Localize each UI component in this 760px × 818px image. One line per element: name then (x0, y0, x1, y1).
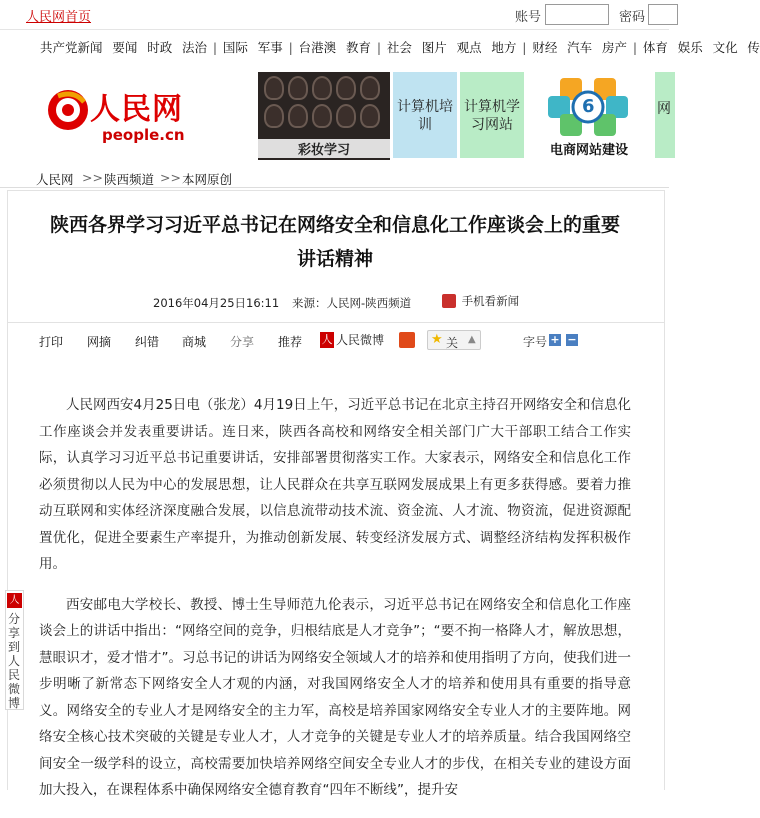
article-toolbar (0, 330, 669, 352)
breadcrumb-item-original[interactable]: 本网原创 (182, 172, 233, 187)
article-title-line: 陕西各界学习习近平总书记在网络安全和信息化工作座谈会上的重要 (49, 214, 620, 236)
follow-label: 关 (446, 336, 459, 350)
nav-item-world[interactable]: 国际 (222, 40, 248, 55)
nav-separator: | (212, 40, 218, 55)
password-label: 密码 (619, 10, 646, 25)
top-bar (0, 0, 669, 30)
ad-computer-training[interactable]: 计算机培训 (393, 72, 457, 158)
mobile-news-link[interactable] (442, 293, 519, 309)
article-title (20, 208, 650, 276)
nav-item-headlines[interactable]: 要闻 (112, 40, 138, 55)
breadcrumb-separator: >> (160, 170, 181, 185)
breadcrumb (0, 166, 669, 188)
logo-site: people.cn (102, 126, 185, 144)
nav-item-culture[interactable]: 文化 (712, 40, 738, 55)
hairstyle-photo (336, 104, 356, 128)
password-input[interactable] (648, 4, 678, 25)
logo-mark-icon (44, 86, 92, 132)
mobile-news-label: 手机看新闻 (461, 294, 520, 308)
nav-item-finance[interactable]: 财经 (532, 40, 558, 55)
rss-icon[interactable] (399, 332, 415, 348)
hairstyle-photo (288, 76, 308, 100)
ad-ecommerce-label: 电商网站建设 (549, 143, 628, 158)
banner (0, 70, 669, 162)
nav-item-realestate[interactable]: 房产 (602, 40, 628, 55)
ad-edge[interactable]: 网 (655, 72, 675, 158)
hairstyle-photo (360, 104, 380, 128)
ad-makeup-label: 彩妆学习 (258, 139, 390, 158)
nav-item-taiwan-hk-macau[interactable]: 台港澳 (298, 40, 337, 55)
digest-button[interactable]: 网摘 (87, 335, 112, 349)
mobile-news-icon (442, 294, 456, 308)
hairstyle-photo (312, 76, 332, 100)
hairstyle-photo (360, 76, 380, 100)
ad-makeup[interactable] (258, 72, 390, 160)
font-decrease-button[interactable]: − (567, 333, 577, 346)
account-input[interactable] (545, 4, 609, 25)
ad-computer-site[interactable]: 计算机学习网站 (460, 72, 524, 158)
weibo-button[interactable] (320, 331, 384, 348)
follow-button[interactable] (427, 330, 481, 350)
article-date: 2016年04月25日16:11 (153, 296, 280, 310)
nav-item-auto[interactable]: 汽车 (567, 40, 593, 55)
article-source: 来源：人民网-陕西频道 (292, 296, 412, 310)
breadcrumb-item-shaanxi[interactable]: 陕西频道 (104, 172, 155, 187)
side-share-weibo[interactable] (5, 590, 24, 710)
print-button[interactable]: 打印 (39, 335, 64, 349)
nav-separator: | (522, 40, 527, 55)
nav-separator: | (376, 40, 382, 55)
article-body (39, 392, 631, 818)
logo-name: 人民网 (90, 92, 183, 127)
channel-nav (0, 38, 760, 60)
nav-item-opinion[interactable]: 观点 (456, 40, 482, 55)
weibo-icon: 人 (321, 332, 333, 346)
nav-item-local[interactable]: 地方 (491, 40, 517, 55)
nav-item-education[interactable]: 教育 (346, 40, 372, 55)
side-share-label: 分享到人民微博 (8, 612, 21, 710)
nav-item-cpc[interactable]: 共产党新闻 (40, 40, 103, 55)
nav-item-military[interactable]: 军事 (257, 40, 283, 55)
weibo-icon: 人 (7, 593, 22, 608)
people-logo[interactable] (44, 80, 194, 152)
hairstyle-photo (312, 104, 332, 128)
hairstyle-photo (288, 104, 308, 128)
breadcrumb-item-home[interactable]: 人民网 (36, 172, 74, 187)
hairstyle-photo (264, 76, 284, 100)
article-paragraph: 人民网西安4月25日电（张龙）4月19日上午，习近平总书记在北京主持召开网络安全和信息化工作座谈会并发表重要讲话。连日来，陕西各高校和网络安全相关部门广大干部职工结合工作实际，认真学习习近平总书记重要讲话，安排部署贯彻落实工作。大家表示，网络安全和信息化工作必须贯彻以人民为中心的发展思想，让人民群众在共享互联网发展成果上有更多获得感。要着力推动互联网和实体经济深度融合发展，以信息流带动技术流、资金流、人才流、物资流，促进资源配置优化，促进全要素生产率提升，为推动创新发展、转变经济发展方式、调整经济结构发挥积极作用。 (39, 397, 631, 572)
hairstyle-photo (264, 104, 284, 128)
divider (7, 322, 665, 323)
nav-item-society[interactable]: 社会 (386, 40, 412, 55)
nav-item-entertainment[interactable]: 娱乐 (677, 40, 703, 55)
nav-separator: | (288, 40, 293, 55)
nav-item-politics[interactable]: 时政 (147, 40, 173, 55)
nav-item-photos[interactable]: 图片 (421, 40, 447, 55)
weibo-label: 人民微博 (336, 333, 385, 347)
font-increase-button[interactable]: + (550, 333, 560, 346)
recommend-button[interactable]: 推荐 (278, 335, 303, 349)
star-icon: ★ (431, 332, 443, 347)
ecommerce-badge: 6 (582, 96, 595, 117)
nav-item-more[interactable]: 传 (747, 40, 760, 55)
nav-item-law[interactable]: 法治 (182, 40, 208, 55)
article-paragraph: 西安邮电大学校长、教授、博士生导师范九伦表示，习近平总书记在网络安全和信息化工作座谈会上的讲话中指出：“网络空间的竞争，归根结底是人才竞争”；“要不拘一格降人才，解放思想，慧眼识才，爱才惜才”。习总书记的讲话为网络安全领域人才的培养和使用指明了方向，使我们进一步明晰了新常态下网络安全人才观的内涵，对我国网络安全人才的培养和使用具有重要的指导意义。网络安全的专业人才是网络安全的主力军，高校是培养国家网络安全专业人才的主要阵地。网络安全核心技术突破的关键是专业人才，人才竞争的关键是专业人才的培养质量。结合我国网络空间安全一级学科的设立，高校需要加快培养网络空间安全专业人才的步伐，在相关专业的建设方面加大投入，在课程体系中确保网络安全德育教育“四年不断线”，提升安 (39, 596, 631, 798)
hairstyle-photo (336, 76, 356, 100)
breadcrumb-separator: >> (82, 170, 103, 185)
home-link[interactable]: 人民网首页 (26, 10, 92, 25)
ad-ecommerce[interactable] (528, 72, 650, 160)
nav-separator: | (632, 40, 638, 55)
account-label: 账号 (515, 10, 542, 25)
caret-up-icon: ▲ (468, 334, 476, 345)
font-size-label: 字号 (523, 335, 548, 349)
mall-button[interactable]: 商城 (182, 335, 207, 349)
nav-item-sports[interactable]: 体育 (642, 40, 668, 55)
article-title-line: 讲话精神 (296, 248, 373, 270)
share-label: 分享 (230, 335, 255, 349)
correct-button[interactable]: 纠错 (135, 335, 160, 349)
article-meta (0, 293, 669, 313)
